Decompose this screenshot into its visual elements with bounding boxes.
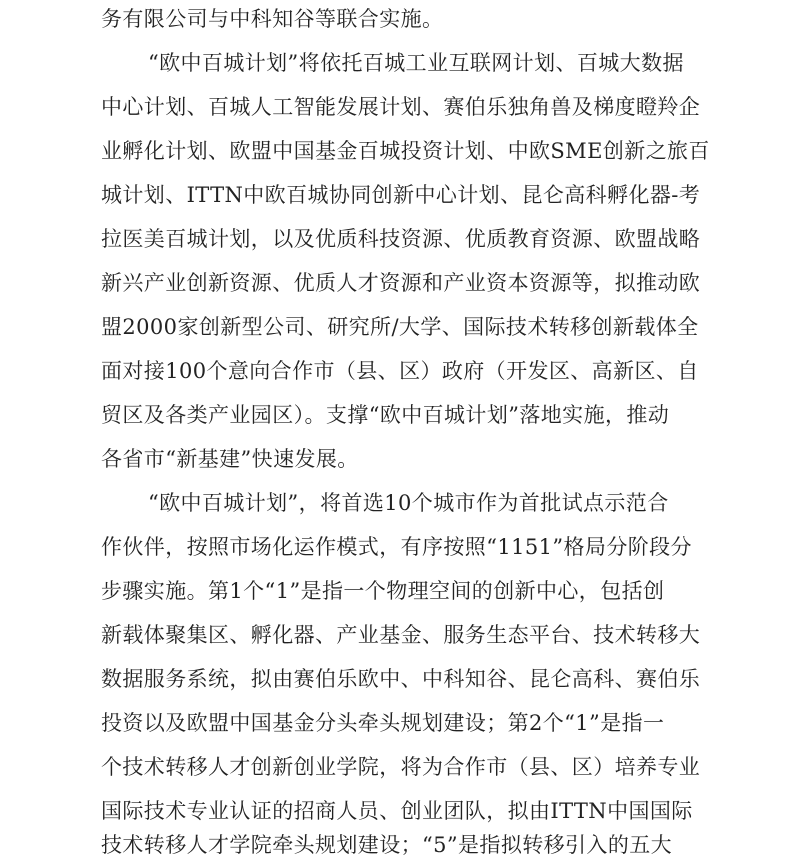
paragraph-line: 技术转移人才学院牵头规划建设；“5”是指拟转移引入的五大 [101, 833, 673, 857]
paragraph-line: 步骤实施。第1个“1”是指一个物理空间的创新中心，包括创 [101, 579, 665, 603]
paragraph-line: 拉医美百城计划，以及优质科技资源、优质教育资源、欧盟战略 [101, 227, 701, 251]
paragraph-line: 务有限公司与中科知谷等联合实施。 [101, 7, 444, 31]
paragraph-line: 新载体聚集区、孵化器、产业基金、服务生态平台、技术转移大 [101, 623, 701, 647]
paragraph-line: 面对接100个意向合作市（县、区）政府（开发区、高新区、自 [101, 359, 699, 383]
paragraph-line: “欧中百城计划”将依托百城工业互联网计划、百城大数据 [148, 51, 684, 75]
paragraph-line: 中心计划、百城人工智能发展计划、赛伯乐独角兽及梯度瞪羚企 [101, 95, 701, 119]
paragraph-line: 贸区及各类产业园区）。支撑“欧中百城计划”落地实施，推动 [101, 403, 670, 427]
paragraph-line: “欧中百城计划”，将首选10个城市作为首批试点示范合 [148, 491, 669, 515]
paragraph-line: 新兴产业创新资源、优质人才资源和产业资本资源等，拟推动欧 [101, 271, 701, 295]
paragraph-line: 城计划、ITTN中欧百城协同创新中心计划、昆仑高科孵化器-考 [101, 183, 701, 207]
paragraph-line: 盟2000家创新型公司、研究所/大学、国际技术转移创新载体全 [101, 315, 699, 339]
paragraph-line: 投资以及欧盟中国基金分头牵头规划建设；第2个“1”是指一 [101, 711, 665, 735]
paragraph-line: 各省市“新基建”快速发展。 [101, 447, 359, 471]
paragraph-line: 数据服务系统，拟由赛伯乐欧中、中科知谷、昆仑高科、赛伯乐 [101, 667, 701, 691]
paragraph-line: 作伙伴，按照市场化运作模式，有序按照“1151”格局分阶段分 [101, 535, 692, 559]
paragraph-line: 个技术转移人才创新创业学院，将为合作市（县、区）培养专业 [101, 755, 701, 779]
paragraph-line: 国际技术专业认证的招商人员、创业团队，拟由ITTN中国国际 [101, 799, 693, 823]
paragraph-line: 业孵化计划、欧盟中国基金百城投资计划、中欧SME创新之旅百 [101, 139, 710, 163]
